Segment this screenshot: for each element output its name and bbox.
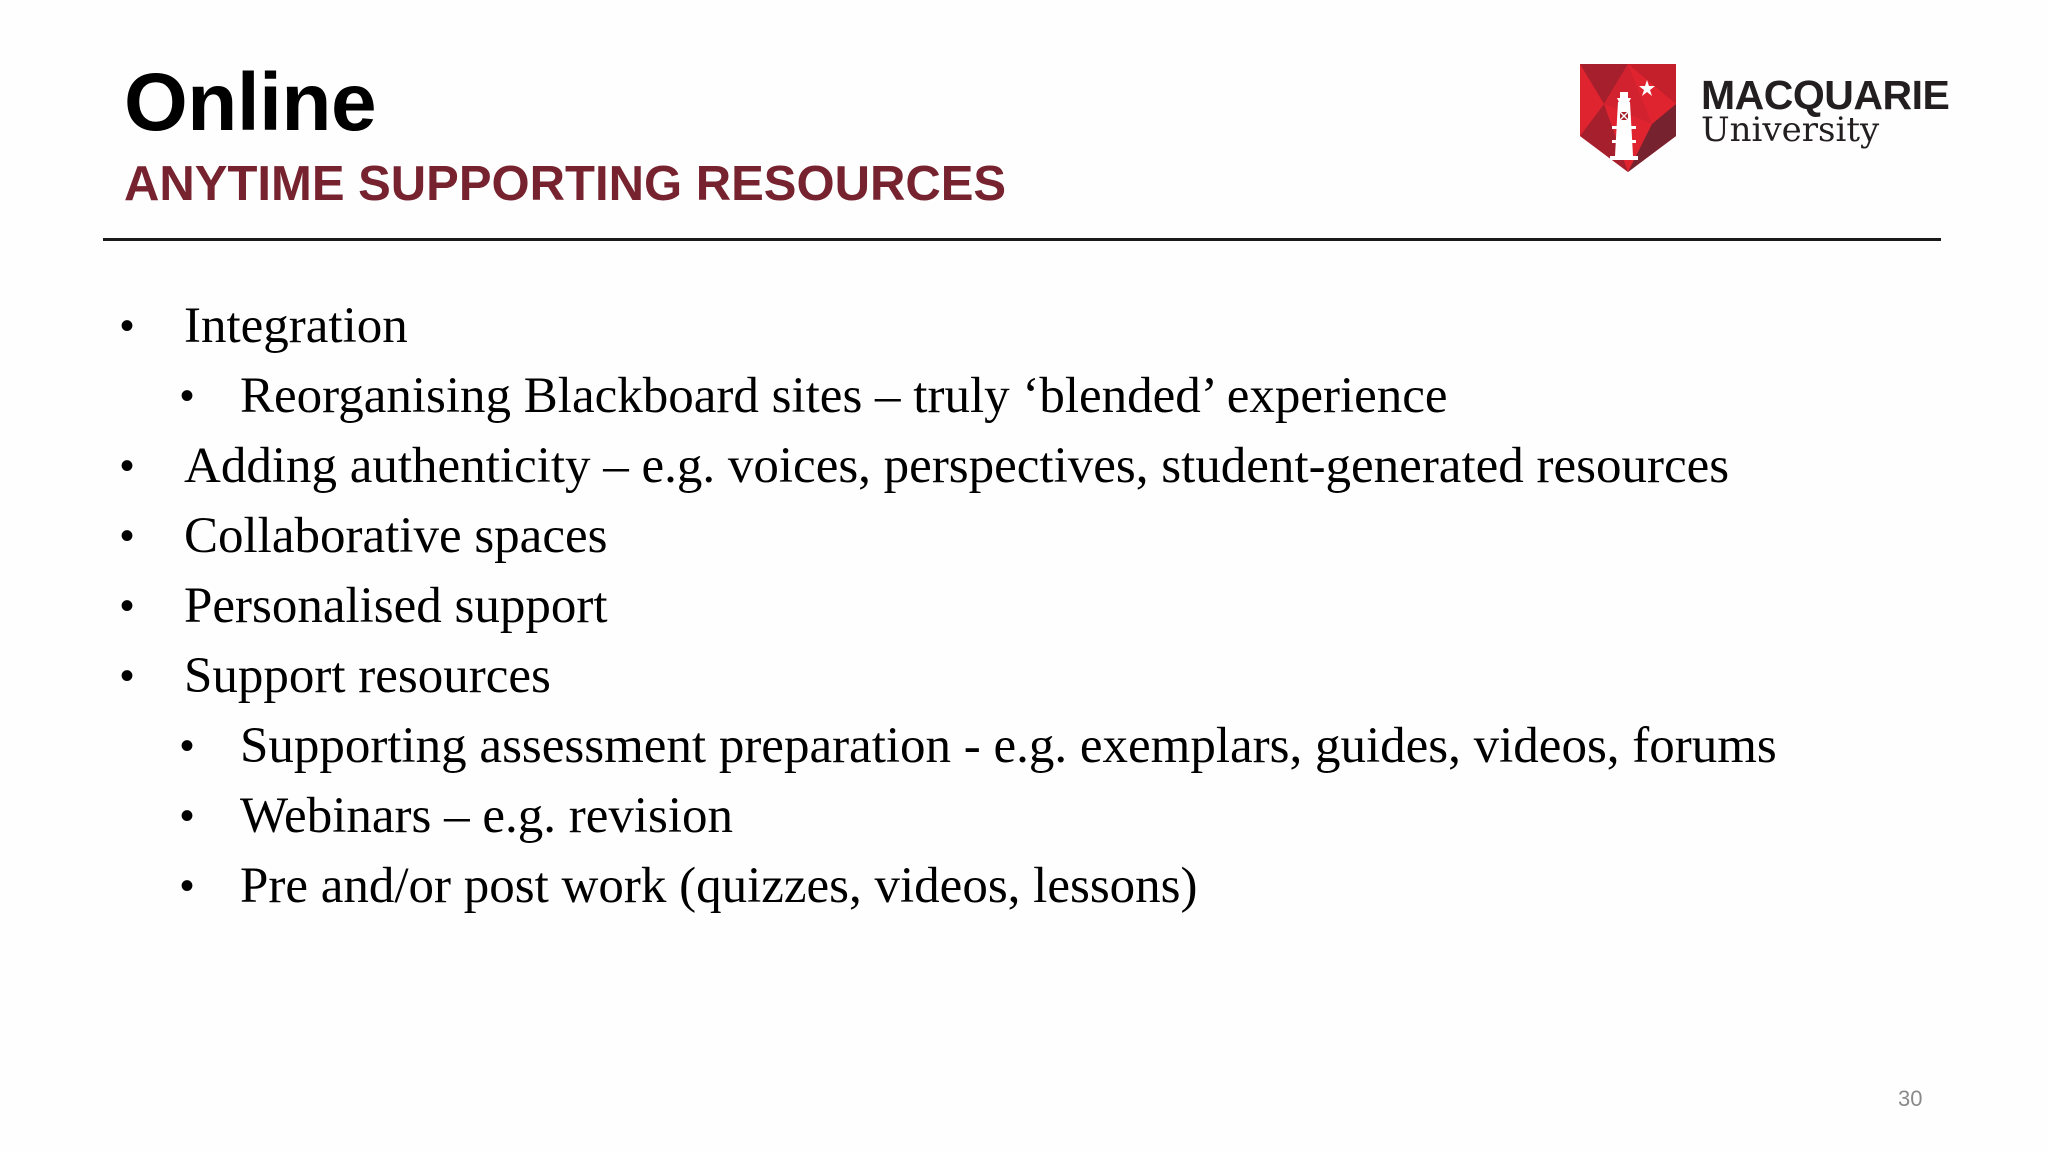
macquarie-lighthouse-shield-icon (1580, 64, 1676, 172)
bullet-marker: • (120, 584, 135, 628)
bullet-text: Integration (184, 298, 408, 354)
bullet-text: Pre and/or post work (quizzes, videos, lessons) (240, 858, 1198, 914)
bullet-list (118, 296, 1948, 926)
bullet-marker: • (120, 444, 135, 488)
bullet-text: Supporting assessment preparation - e.g. exemplars, guides, videos, forums (240, 718, 1777, 774)
bullet-marker: • (180, 794, 195, 838)
bullet-marker: • (180, 724, 195, 768)
slide-title: Online (124, 57, 377, 148)
bullet-text: Reorganising Blackboard sites – truly ‘blended’ experience (240, 368, 1448, 424)
bullet-text: Adding authenticity – e.g. voices, perspectives, student-generated resources (184, 438, 1730, 494)
bullet-item (118, 506, 1948, 567)
logo-wordmark-macquarie: MACQUARIE (1701, 72, 1950, 118)
bullet-text: Support resources (184, 648, 551, 704)
bullet-text: Webinars – e.g. revision (240, 788, 734, 844)
bullet-item (118, 646, 1948, 707)
bullet-marker: • (120, 304, 135, 348)
bullet-marker: • (180, 374, 195, 418)
sub-bullet-item (118, 716, 1948, 777)
sub-bullet-item (118, 856, 1948, 917)
bullet-item (118, 576, 1948, 637)
sub-bullet-item (118, 786, 1948, 847)
bullet-marker: • (120, 654, 135, 698)
bullet-item (118, 296, 1948, 357)
title-divider (103, 238, 1941, 241)
bullet-item (118, 436, 1948, 497)
slide-subtitle: ANYTIME SUPPORTING RESOURCES (124, 157, 1007, 211)
logo-wordmark-university: University (1701, 110, 1880, 150)
bullet-text: Personalised support (184, 578, 608, 634)
bullet-text: Collaborative spaces (184, 508, 608, 564)
macquarie-logo (1580, 64, 1950, 174)
sub-bullet-item (118, 366, 1948, 427)
bullet-marker: • (120, 514, 135, 558)
page-number: 30 (1898, 1086, 1923, 1111)
bullet-marker: • (180, 864, 195, 908)
